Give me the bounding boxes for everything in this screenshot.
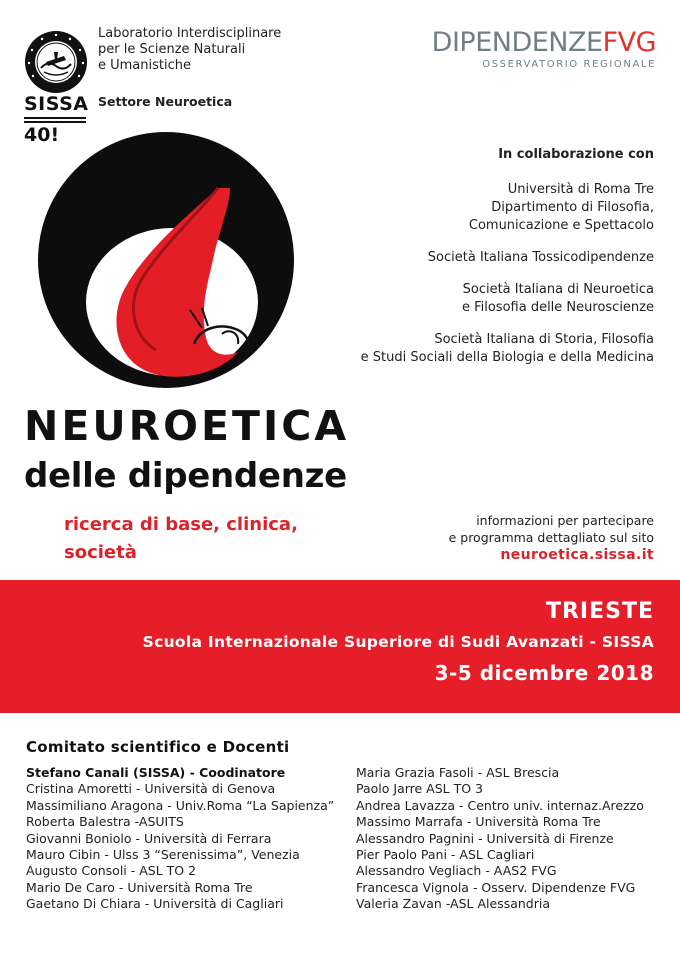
- dipendenze-fvg-logo: [432, 28, 656, 70]
- committee-member: Mauro Cibin - Ulss 3 “Serenissima”, Venezia: [26, 847, 300, 863]
- main-title: NEUROETICA: [24, 402, 350, 450]
- committee-column-right: [356, 765, 644, 913]
- partner-line: Università di Roma Tre: [507, 182, 654, 197]
- partner-line: e Studi Sociali della Biologia e della Medicina: [360, 350, 654, 365]
- info-line: informazioni per partecipare: [476, 513, 654, 528]
- committee-member: Massimiliano Aragona - Univ.Roma “La Sapienza”: [26, 797, 335, 813]
- main-subtitle: delle dipendenze: [24, 456, 347, 496]
- lab-line: Laboratorio Interdisciplinare: [98, 26, 282, 41]
- partner-line: e Filosofia delle Neuroscienze: [461, 300, 654, 315]
- lab-line: per le Scienze Naturali: [98, 42, 246, 57]
- collaboration-partner: [361, 331, 654, 367]
- committee-coordinator: Stefano Canali (SISSA) - Coodinatore: [26, 765, 286, 780]
- event-venue: Scuola Internazionale Superiore di Sudi Avanzati - SISSA: [142, 633, 654, 651]
- sissa-wordmark: SISSA: [24, 93, 89, 115]
- collaboration-block: [361, 146, 654, 381]
- committee-member: Mario De Caro - Università Roma Tre: [26, 879, 253, 895]
- partner-line: Società Italiana di Neuroetica: [462, 282, 654, 297]
- partner-line: Società Italiana di Storia, Filosofia: [434, 332, 654, 347]
- committee-member: Maria Grazia Fasoli - ASL Brescia: [356, 765, 560, 780]
- committee-member: Giovanni Boniolo - Università di Ferrara: [26, 830, 272, 846]
- tagline-line: ricerca di base, clinica,: [64, 514, 298, 535]
- logo-word-fvg: FVG: [602, 27, 656, 58]
- sissa-anniversary: 40!: [24, 124, 60, 146]
- website-link[interactable]: neuroetica.sissa.it: [500, 547, 654, 563]
- info-line: e programma dettagliato sul sito: [448, 530, 654, 545]
- committee-member: Alessandro Pagnini - Università di Firenze: [356, 830, 614, 846]
- sissa-divider: [24, 117, 86, 119]
- logo-word-dipendenze: DIPENDENZE: [431, 27, 603, 58]
- committee-member: Augusto Consoli - ASL TO 2: [26, 863, 197, 879]
- lab-line: e Umanistiche: [98, 58, 191, 73]
- committee-member: Andrea Lavazza - Centro univ. internaz.Arezzo: [356, 797, 644, 813]
- logo-subtitle: OSSERVATORIO REGIONALE: [482, 59, 656, 70]
- black-circle-red-snail-artwork: [24, 132, 300, 394]
- partner-line: Comunicazione e Spettacolo: [468, 218, 654, 233]
- event-details: [143, 597, 654, 689]
- committee-member: Alessandro Vegliach - AAS2 FVG: [356, 863, 557, 879]
- committee-member: Gaetano Di Chiara - Università di Cagliari: [26, 896, 284, 912]
- collaboration-partner: [361, 181, 654, 235]
- committee-member: Cristina Amoretti - Università di Genova: [26, 781, 276, 797]
- partner-line: Dipartimento di Filosofia,: [491, 200, 654, 215]
- committee-member: Valeria Zavan -ASL Alessandria: [356, 896, 551, 912]
- committee-title: Comitato scientifico e Docenti: [26, 738, 290, 756]
- committee-member: Pier Paolo Pani - ASL Cagliari: [356, 847, 535, 863]
- sissa-seal-icon: [24, 30, 88, 94]
- tagline-line: società: [64, 542, 137, 563]
- lab-name: [98, 26, 281, 74]
- committee-member: Roberta Balestra -ASUITS: [26, 814, 184, 830]
- collaboration-partner: [361, 249, 654, 267]
- committee-member: Paolo Jarre ASL TO 3: [356, 781, 483, 797]
- committee-column-left: [26, 765, 334, 913]
- tagline: [64, 511, 298, 567]
- sissa-divider: [24, 121, 86, 123]
- info-block: [449, 512, 654, 564]
- collaboration-title: In collaborazione con: [498, 147, 654, 162]
- sector-label: Settore Neuroetica: [98, 94, 233, 109]
- collaboration-partner: [361, 281, 654, 317]
- committee-member: Francesca Vignola - Osserv. Dipendenze FVG: [356, 879, 636, 895]
- event-dates: 3-5 dicembre 2018: [434, 661, 654, 685]
- partner-line: Società Italiana Tossicodipendenze: [427, 250, 654, 265]
- event-city: TRIESTE: [545, 599, 654, 624]
- committee-member: Massimo Marrafa - Università Roma Tre: [356, 814, 601, 830]
